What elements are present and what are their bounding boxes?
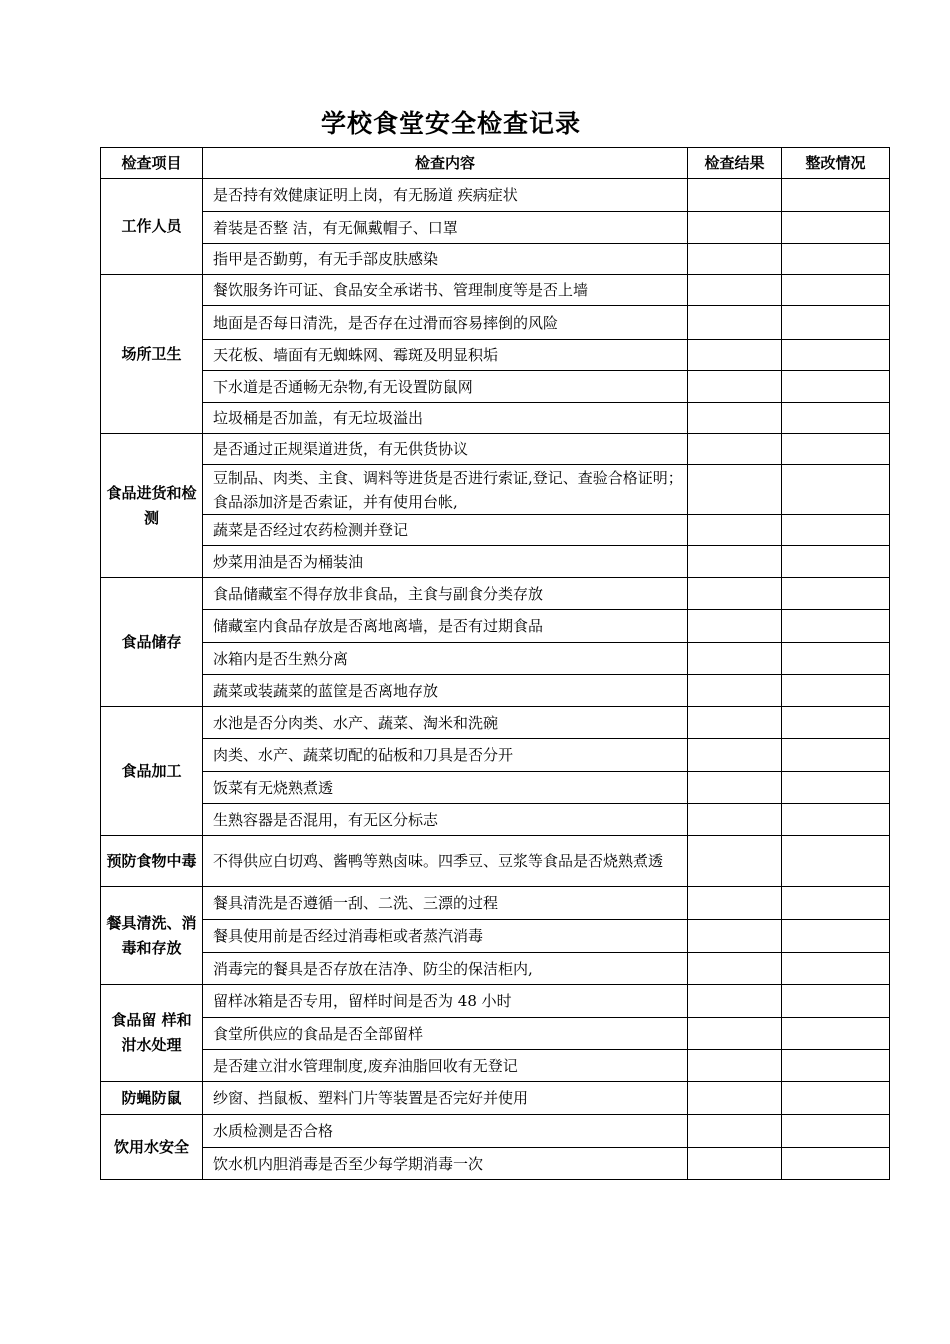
inspection-table [100,147,890,1180]
rectification-cell[interactable] [782,244,890,275]
table-row [101,836,890,887]
check-item-cell: 蔬菜是否经过农药检测并登记 [203,515,688,546]
rectification-cell[interactable] [782,1082,890,1115]
check-item-cell: 纱窗、挡鼠板、塑料门片等装置是否完好并使用 [203,1082,688,1115]
result-cell[interactable] [688,212,782,244]
result-cell[interactable] [688,434,782,465]
result-cell[interactable] [688,887,782,920]
table-row [101,1050,890,1082]
check-item-cell: 炒菜用油是否为桶装油 [203,546,688,578]
rectification-cell[interactable] [782,739,890,772]
check-item-cell: 指甲是否勤剪，有无手部皮肤感染 [203,244,688,275]
result-cell[interactable] [688,772,782,804]
result-cell[interactable] [688,804,782,836]
table-row [101,675,890,707]
category-cell: 餐具清洗、消毒和存放 [101,887,203,985]
result-cell[interactable] [688,1148,782,1180]
check-item-cell: 食堂所供应的食品是否全部留样 [203,1018,688,1050]
check-item-cell: 饮水机内胆消毒是否至少每学期消毒一次 [203,1148,688,1180]
result-cell[interactable] [688,244,782,275]
check-item-cell: 着装是否整 洁，有无佩戴帽子、口罩 [203,212,688,244]
result-cell[interactable] [688,1082,782,1115]
rectification-cell[interactable] [782,643,890,675]
check-item-cell: 蔬菜或装蔬菜的蓝筐是否离地存放 [203,675,688,707]
check-item-cell: 是否建立泔水管理制度,废弃油脂回收有无登记 [203,1050,688,1082]
result-cell[interactable] [688,707,782,739]
table-row [101,707,890,739]
rectification-cell[interactable] [782,675,890,707]
category-cell: 防蝇防鼠 [101,1082,203,1115]
rectification-cell[interactable] [782,212,890,244]
result-cell[interactable] [688,643,782,675]
category-cell: 食品进货和检测 [101,434,203,578]
result-cell[interactable] [688,306,782,340]
rectification-cell[interactable] [782,985,890,1018]
table-row [101,212,890,244]
result-cell[interactable] [688,546,782,578]
table-row [101,1018,890,1050]
check-item-cell: 下水道是否通畅无杂物,有无设置防鼠网 [203,371,688,403]
result-cell[interactable] [688,675,782,707]
rectification-cell[interactable] [782,920,890,953]
result-cell[interactable] [688,340,782,371]
rectification-cell[interactable] [782,1050,890,1082]
table-row [101,275,890,306]
table-row [101,578,890,610]
header-result: 检查结果 [688,148,782,179]
table-row [101,546,890,578]
category-cell: 食品储存 [101,578,203,707]
rectification-cell[interactable] [782,275,890,306]
table-row [101,179,890,212]
table-row [101,1148,890,1180]
table-row [101,244,890,275]
result-cell[interactable] [688,179,782,212]
check-item-cell: 餐具使用前是否经过消毒柜或者蒸汽消毒 [203,920,688,953]
check-item-cell: 是否持有效健康证明上岗，有无肠道 疾病症状 [203,179,688,212]
header-category: 检查项目 [101,148,203,179]
rectification-cell[interactable] [782,371,890,403]
result-cell[interactable] [688,578,782,610]
check-item-cell: 天花板、墙面有无蜘蛛网、霉斑及明显积垢 [203,340,688,371]
table-row [101,804,890,836]
check-item-cell: 饭菜有无烧熟煮透 [203,772,688,804]
check-item-cell: 留样冰箱是否专用，留样时间是否为 48 小时 [203,985,688,1018]
result-cell[interactable] [688,836,782,887]
rectification-cell[interactable] [782,465,890,515]
table-row [101,403,890,434]
rectification-cell[interactable] [782,836,890,887]
category-cell: 工作人员 [101,179,203,275]
rectification-cell[interactable] [782,340,890,371]
result-cell[interactable] [688,739,782,772]
table-row [101,465,890,515]
category-cell: 食品加工 [101,707,203,836]
category-cell: 预防食物中毒 [101,836,203,887]
table-header-row [101,148,890,179]
result-cell[interactable] [688,985,782,1018]
table-row [101,610,890,643]
check-item-cell: 不得供应白切鸡、酱鸭等熟卤味。四季豆、豆浆等食品是否烧熟煮透 [203,836,688,887]
result-cell[interactable] [688,465,782,515]
result-cell[interactable] [688,515,782,546]
table-row [101,1115,890,1148]
rectification-cell[interactable] [782,953,890,985]
rectification-cell[interactable] [782,610,890,643]
header-rectification: 整改情况 [782,148,890,179]
category-cell: 饮用水安全 [101,1115,203,1180]
check-item-cell: 消毒完的餐具是否存放在洁净、防尘的保洁柜内, [203,953,688,985]
result-cell[interactable] [688,920,782,953]
rectification-cell[interactable] [782,1018,890,1050]
category-cell: 食品留 样和泔水处理 [101,985,203,1082]
page-title: 学校食堂安全检查记录 [320,109,581,138]
rectification-cell[interactable] [782,179,890,212]
table-row [101,953,890,985]
rectification-cell[interactable] [782,578,890,610]
check-item-cell: 地面是否每日清洗，是否存在过滑而容易摔倒的风险 [203,306,688,340]
result-cell[interactable] [688,371,782,403]
rectification-cell[interactable] [782,515,890,546]
rectification-cell[interactable] [782,1115,890,1148]
table-row [101,739,890,772]
rectification-cell[interactable] [782,1148,890,1180]
table-row [101,515,890,546]
header-content: 检查内容 [203,148,688,179]
check-item-cell: 食品储藏室不得存放非食品，主食与副食分类存放 [203,578,688,610]
rectification-cell[interactable] [782,887,890,920]
result-cell[interactable] [688,953,782,985]
check-item-cell: 是否通过正规渠道进货，有无供货协议 [203,434,688,465]
rectification-cell[interactable] [782,403,890,434]
table-row [101,920,890,953]
table-row [101,985,890,1018]
result-cell[interactable] [688,275,782,306]
table-row [101,340,890,371]
result-cell[interactable] [688,610,782,643]
table-row [101,887,890,920]
rectification-cell[interactable] [782,306,890,340]
result-cell[interactable] [688,1050,782,1082]
check-item-cell: 垃圾桶是否加盖，有无垃圾溢出 [203,403,688,434]
check-item-cell: 冰箱内是否生熟分离 [203,643,688,675]
table-row [101,371,890,403]
check-item-cell: 生熟容器是否混用，有无区分标志 [203,804,688,836]
check-item-cell: 豆制品、肉类、主食、调料等进货是否进行索证,登记、查验合格证明；食品添加济是否索证，并有使用台帐, [203,465,688,515]
table-row [101,772,890,804]
check-item-cell: 储藏室内食品存放是否离地离墙，是否有过期食品 [203,610,688,643]
result-cell[interactable] [688,1018,782,1050]
table-row [101,434,890,465]
result-cell[interactable] [688,1115,782,1148]
rectification-cell[interactable] [782,707,890,739]
category-cell: 场所卫生 [101,275,203,434]
check-item-cell: 餐饮服务许可证、食品安全承诺书、管理制度等是否上墙 [203,275,688,306]
rectification-cell[interactable] [782,434,890,465]
table-row [101,306,890,340]
check-item-cell: 餐具清洗是否遵循一刮、二洗、三漂的过程 [203,887,688,920]
check-item-cell: 肉类、水产、蔬菜切配的砧板和刀具是否分开 [203,739,688,772]
result-cell[interactable] [688,403,782,434]
rectification-cell[interactable] [782,772,890,804]
rectification-cell[interactable] [782,804,890,836]
rectification-cell[interactable] [782,546,890,578]
table-body [101,179,890,1180]
check-item-cell: 水质检测是否合格 [203,1115,688,1148]
check-item-cell: 水池是否分肉类、水产、蔬菜、淘米和洗碗 [203,707,688,739]
table-row [101,1082,890,1115]
table-row [101,643,890,675]
